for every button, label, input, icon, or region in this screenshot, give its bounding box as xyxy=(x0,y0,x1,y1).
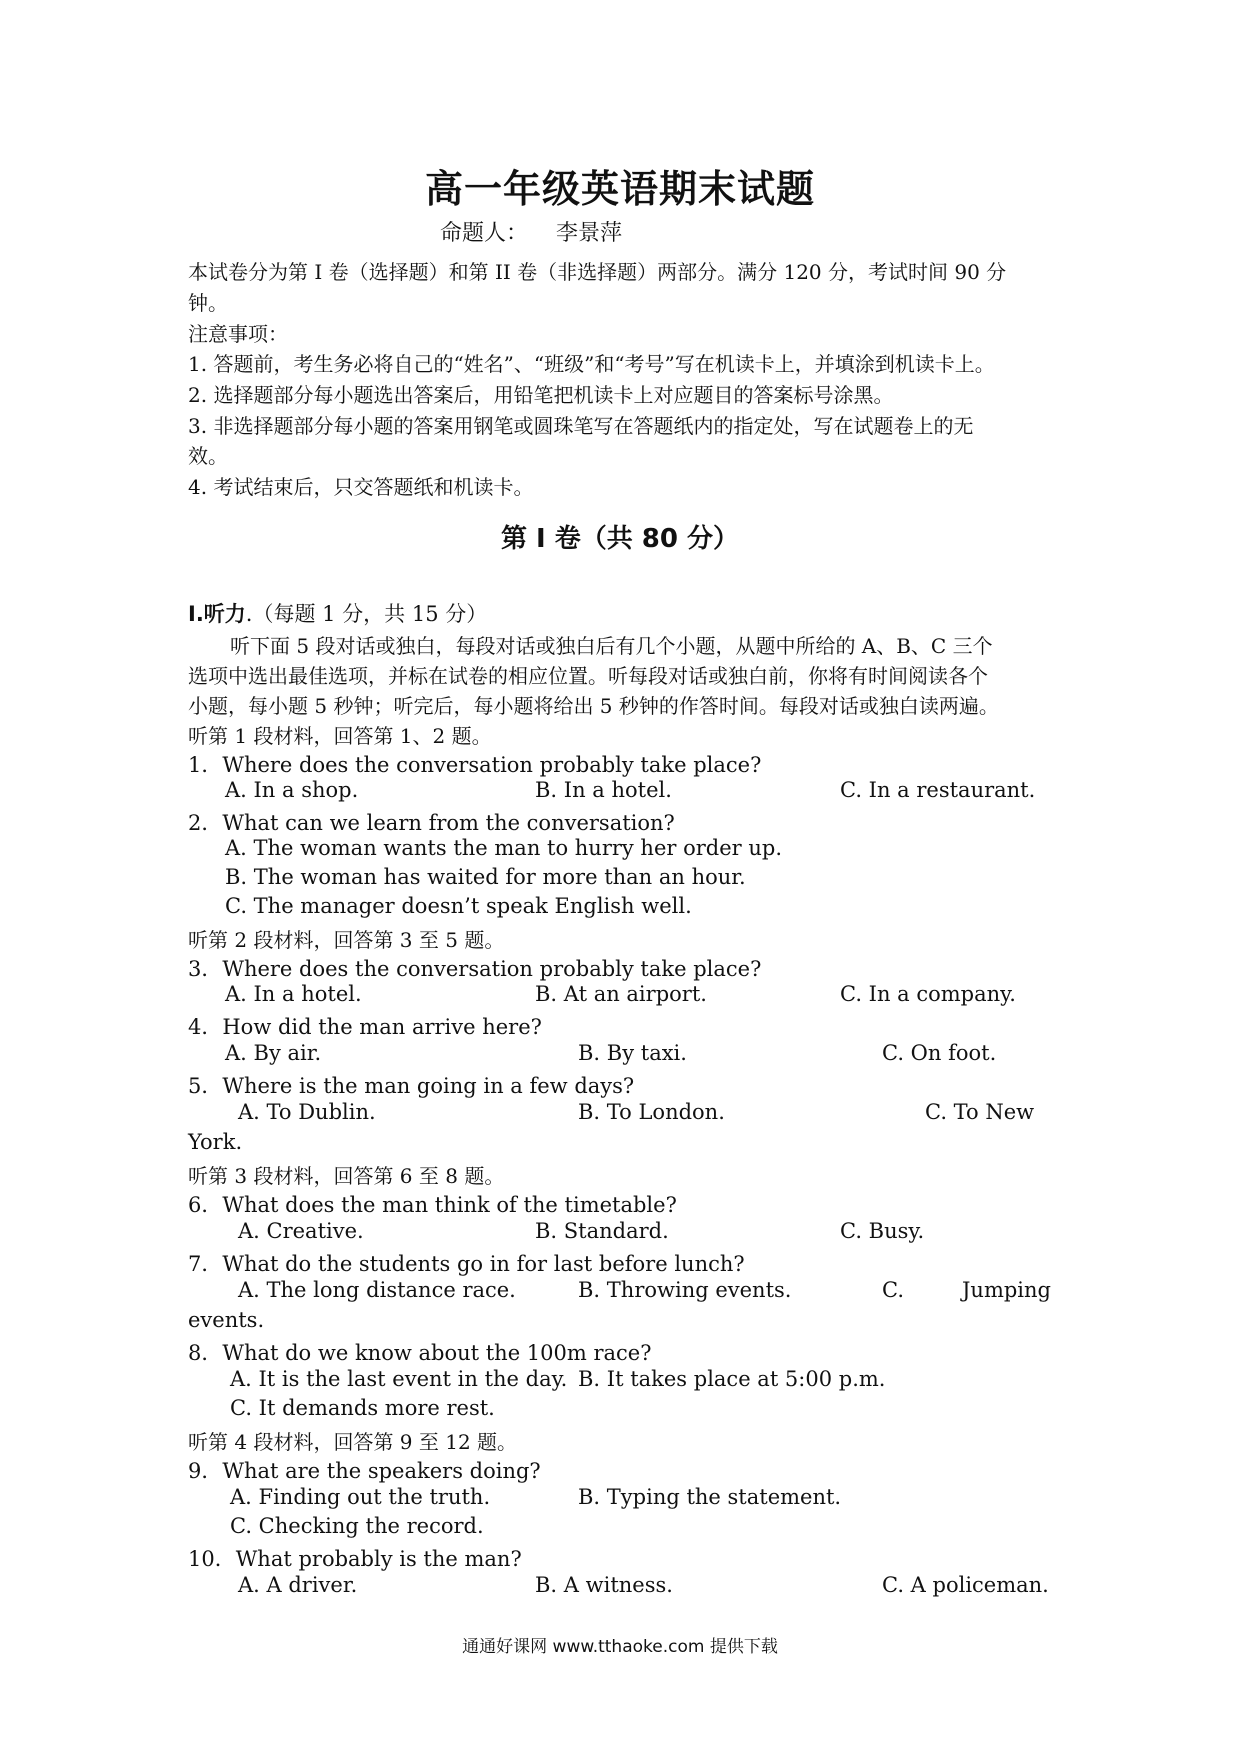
author-name: 李景萍 xyxy=(556,221,623,246)
question-3-option-a: A. In a hotel. xyxy=(225,982,362,1006)
question-6-option-c: C. Busy. xyxy=(840,1219,925,1243)
question-8-option-b: B. It takes place at 5:00 p.m. xyxy=(578,1367,886,1391)
question-2-option-b: B. The woman has waited for more than an hour. xyxy=(225,865,746,889)
question-5: 5．Where is the man going in a few days? xyxy=(188,1074,635,1098)
author-label: 命题人： xyxy=(440,221,529,246)
exam-title: 高一年级英语期末试题 xyxy=(424,167,815,211)
question-2: 2．What can we learn from the conversation? xyxy=(188,811,675,835)
question-10-option-b: B. A witness. xyxy=(535,1573,673,1597)
question-2-option-c: C. The manager doesn’t speak English well. xyxy=(225,894,692,918)
question-10: 10．What probably is the man? xyxy=(188,1547,522,1571)
question-5-option-c-continued: York. xyxy=(188,1130,243,1154)
instruction-line-3: 小题，每小题 5 秒钟；听完后，每小题将给出 5 秒钟的作答时间。每段对话或独白读两遍。 xyxy=(188,694,999,718)
passage-1-heading: 听第 1 段材料，回答第 1、2 题。 xyxy=(188,724,492,748)
notes-title: 注意事项： xyxy=(188,322,288,346)
question-5-option-a: A. To Dublin. xyxy=(238,1100,376,1124)
question-7: 7．What do the students go in for last before lunch? xyxy=(188,1252,745,1276)
question-7-option-c-continued: events. xyxy=(188,1308,265,1332)
page-footer: 通通好课网 www.tthaoke.com 提供下载 xyxy=(462,1637,778,1657)
note-1: 1. 答题前，考生务必将自己的“姓名”、“班级”和“考号”写在机读卡上，并填涂到机读卡上。 xyxy=(188,352,995,376)
question-8-option-a: A. It is the last event in the day. xyxy=(230,1367,568,1391)
question-1-option-b: B. In a hotel. xyxy=(535,778,672,802)
question-8-option-c: C. It demands more rest. xyxy=(230,1396,495,1420)
instruction-line-2: 选项中选出最佳选项，并标在试卷的相应位置。听每段对话或独白前，你将有时间阅读各个 xyxy=(188,664,988,688)
intro-line-1: 本试卷分为第 I 卷（选择题）和第 II 卷（非选择题）两部分。满分 120 分，考试时间 90 分 xyxy=(188,260,1007,284)
question-9-option-b: B. Typing the statement. xyxy=(578,1485,842,1509)
question-5-option-c: C. To New xyxy=(925,1100,1035,1124)
question-1-option-c: C. In a restaurant. xyxy=(840,778,1036,802)
question-3-option-b: B. At an airport. xyxy=(535,982,707,1006)
question-2-option-a: A. The woman wants the man to hurry her order up. xyxy=(225,836,783,860)
passage-2-heading: 听第 2 段材料，回答第 3 至 5 题。 xyxy=(188,928,505,952)
question-6-option-a: A. Creative. xyxy=(238,1219,364,1243)
question-9-option-c: C. Checking the record. xyxy=(230,1514,484,1538)
note-3a: 3. 非选择题部分每小题的答案用钢笔或圆珠笔写在答题纸内的指定处，写在试题卷上的无 xyxy=(188,414,974,438)
intro-line-2: 钟。 xyxy=(188,291,228,315)
question-4-option-a: A. By air. xyxy=(225,1041,322,1065)
note-2: 2. 选择题部分每小题选出答案后，用铅笔把机读卡上对应题目的答案标号涂黑。 xyxy=(188,383,894,407)
question-6: 6．What does the man think of the timetable? xyxy=(188,1193,677,1217)
question-9: 9．What are the speakers doing? xyxy=(188,1459,541,1483)
note-4: 4. 考试结束后，只交答题纸和机读卡。 xyxy=(188,475,534,499)
question-7-option-b: B. Throwing events. xyxy=(578,1278,792,1302)
passage-3-heading: 听第 3 段材料，回答第 6 至 8 题。 xyxy=(188,1164,505,1188)
question-1-option-a: A. In a shop. xyxy=(225,778,359,802)
part-score: .（每题 1 分，共 15 分） xyxy=(245,602,488,626)
question-7-option-c-label: C. xyxy=(882,1278,904,1302)
note-3b: 效。 xyxy=(188,444,228,468)
question-6-option-b: B. Standard. xyxy=(535,1219,669,1243)
question-10-option-c: C. A policeman. xyxy=(882,1573,1049,1597)
question-8: 8．What do we know about the 100m race? xyxy=(188,1341,652,1365)
question-4-option-c: C. On foot. xyxy=(882,1041,997,1065)
question-10-option-a: A. A driver. xyxy=(238,1573,358,1597)
part-label: I.听力 xyxy=(188,602,246,626)
author-line xyxy=(440,216,622,247)
part-heading xyxy=(188,598,487,628)
question-7-option-c: Jumping xyxy=(962,1278,1051,1302)
question-3: 3．Where does the conversation probably take place? xyxy=(188,957,762,981)
section-title: 第 I 卷（共 80 分） xyxy=(500,524,740,554)
question-4: 4．How did the man arrive here? xyxy=(188,1015,542,1039)
question-1: 1．Where does the conversation probably take place? xyxy=(188,753,762,777)
question-9-option-a: A. Finding out the truth. xyxy=(230,1485,491,1509)
passage-4-heading: 听第 4 段材料，回答第 9 至 12 题。 xyxy=(188,1430,518,1454)
instruction-line-1: 听下面 5 段对话或独白，每段对话或独白后有几个小题，从题中所给的 A、B、C 三个 xyxy=(230,634,993,658)
question-7-option-a: A. The long distance race. xyxy=(238,1278,516,1302)
question-4-option-b: B. By taxi. xyxy=(578,1041,687,1065)
question-3-option-c: C. In a company. xyxy=(840,982,1016,1006)
question-5-option-b: B. To London. xyxy=(578,1100,725,1124)
